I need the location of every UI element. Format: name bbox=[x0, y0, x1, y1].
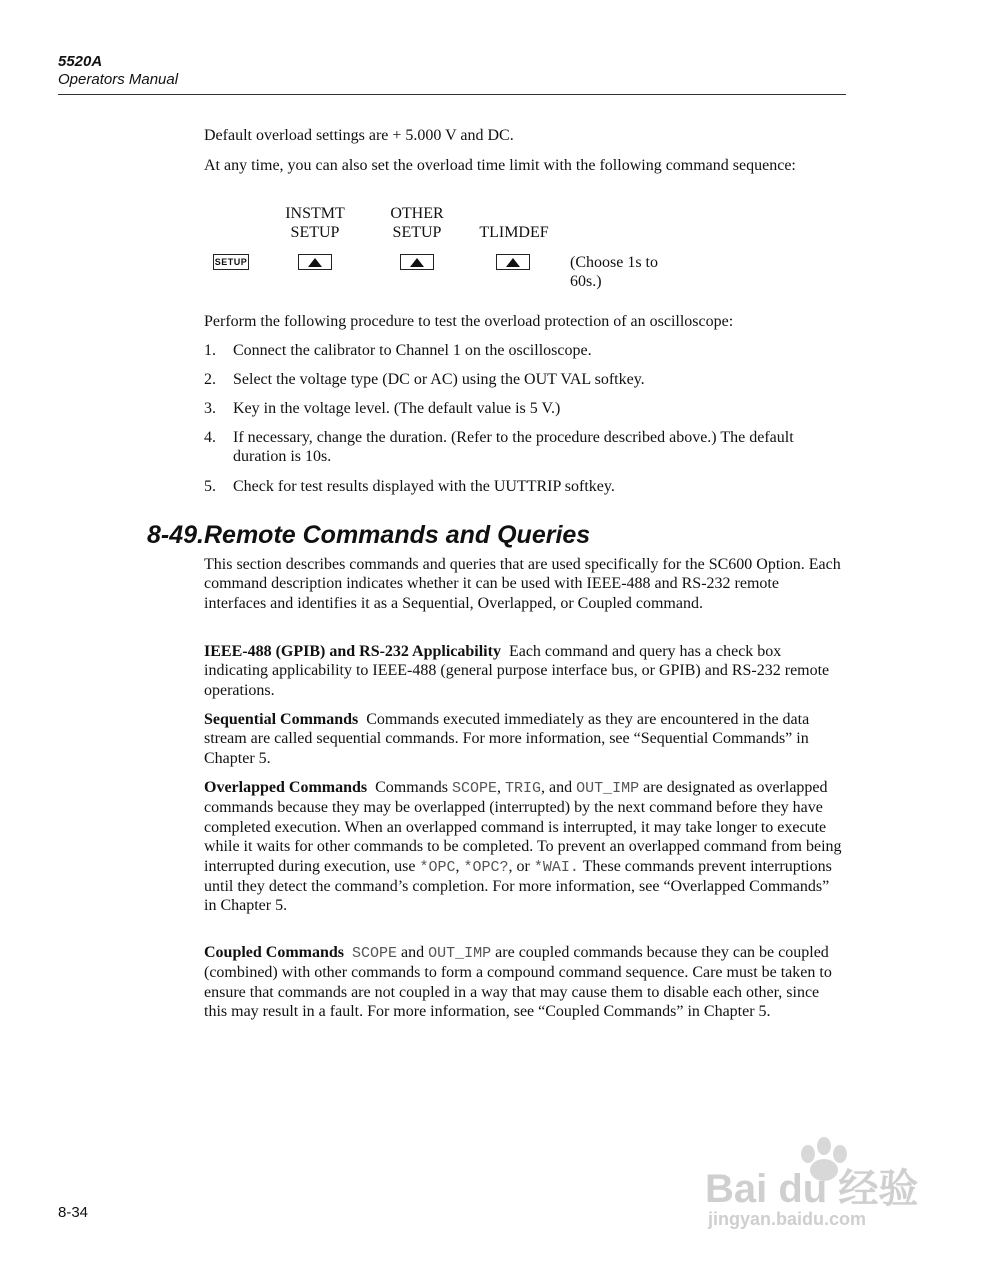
sequential-commands-paragraph: Sequential Commands Commands executed immediately as they are encountered in the data stream are called sequential commands. For more information, see “Sequential Commands” in Chapter 5. bbox=[204, 711, 810, 767]
list-item: 3. Key in the voltage level. (The default value is 5 V.) bbox=[204, 400, 561, 417]
code-out-imp: OUT_IMP bbox=[576, 780, 640, 797]
up-arrow-icon bbox=[506, 258, 520, 267]
softkey-label-tlimdef: TLIMDEF bbox=[479, 224, 549, 241]
code-scope: SCOPE bbox=[452, 780, 498, 797]
duration-note: (Choose 1s to 60s.) bbox=[570, 254, 658, 290]
list-item: 1. Connect the calibrator to Channel 1 on the oscilloscope. bbox=[204, 342, 592, 359]
overlapped-commands-paragraph: Overlapped Commands Commands SCOPE, TRIG, and OUT_IMP are designated as overlapped commands because they may be overlapped (interrupted) by the next command before they have completed execution. When an overlapped command is interrupted, it may take longer to execute while it waits for other commands to be completed. To prevent an overlapped command from being interrupted during execution, use *OPC, *OPC?, or *WAI. These commands prevent interruptions until they detect the command’s completion. For more information, see “Overlapped Commands” in Chapter 5. bbox=[204, 779, 842, 915]
code-out-imp: OUT_IMP bbox=[428, 945, 492, 962]
softkey-label-instmt-setup: INSTMT SETUP bbox=[285, 205, 345, 241]
page-number: 8-34 bbox=[58, 1204, 89, 1221]
softkey-tlimdef[interactable] bbox=[496, 254, 530, 270]
manual-model: 5520A bbox=[58, 53, 103, 70]
section-intro: This section describes commands and queries that are used specifically for the SC600 Option. Each command description indicates whether it can be used with IEEE-488 and RS-232 remote interfaces and identifies it as a Sequential, Overlapped, or Coupled command. bbox=[204, 556, 841, 612]
ieee-applicability-paragraph: IEEE-488 (GPIB) and RS-232 Applicability Each command and query has a check box indicating applicability to IEEE-488 (general purpose interface bus, or GPIB) and RS-232 remote operations. bbox=[204, 643, 830, 699]
section-heading bbox=[147, 520, 590, 550]
watermark-url: jingyan.baidu.com bbox=[708, 1209, 867, 1229]
list-item: 4. If necessary, change the duration. (Refer to the procedure described above.) The default duration is 10s. bbox=[204, 429, 794, 466]
section-number: 8-49. bbox=[147, 521, 204, 549]
code-opc-query: *OPC? bbox=[463, 858, 509, 876]
softkey-label-other-setup: OTHER SETUP bbox=[390, 205, 444, 241]
code-scope: SCOPE bbox=[352, 945, 398, 962]
coupled-commands-paragraph: Coupled Commands SCOPE and OUT_IMP are coupled commands because they can be coupled (combined) with other commands to form a compound command sequence. Care must be taken to ensure that commands are not coupled in a way that may cause them to disable each other, since this may result in a fault. For more information, see “Coupled Commands” in Chapter 5. bbox=[204, 944, 832, 1021]
watermark-brand: Bai du 经验 bbox=[705, 1167, 919, 1211]
list-item: 2. Select the voltage type (DC or AC) using the OUT VAL softkey. bbox=[204, 371, 645, 388]
code-trig: TRIG bbox=[505, 780, 542, 797]
up-arrow-icon bbox=[308, 258, 322, 267]
softkey-other-setup[interactable] bbox=[400, 254, 434, 270]
procedure-intro: Perform the following procedure to test the overload protection of an oscilloscope: bbox=[204, 313, 734, 330]
up-arrow-icon bbox=[410, 258, 424, 267]
baidu-watermark bbox=[700, 1130, 940, 1230]
section-title: Remote Commands and Queries bbox=[204, 521, 591, 549]
time-limit-text: At any time, you can also set the overload time limit with the following command sequence: bbox=[204, 157, 796, 174]
code-wai: *WAI. bbox=[533, 858, 579, 876]
code-opc: *OPC bbox=[419, 858, 456, 876]
manual-title: Operators Manual bbox=[58, 71, 179, 88]
softkey-instmt-setup[interactable] bbox=[298, 254, 332, 270]
list-item: 5. Check for test results displayed with the UUTTRIP softkey. bbox=[204, 478, 615, 495]
default-settings-text: Default overload settings are + 5.000 V and DC. bbox=[204, 127, 514, 144]
header-rule bbox=[58, 94, 846, 95]
setup-key[interactable]: SETUP bbox=[213, 254, 249, 270]
